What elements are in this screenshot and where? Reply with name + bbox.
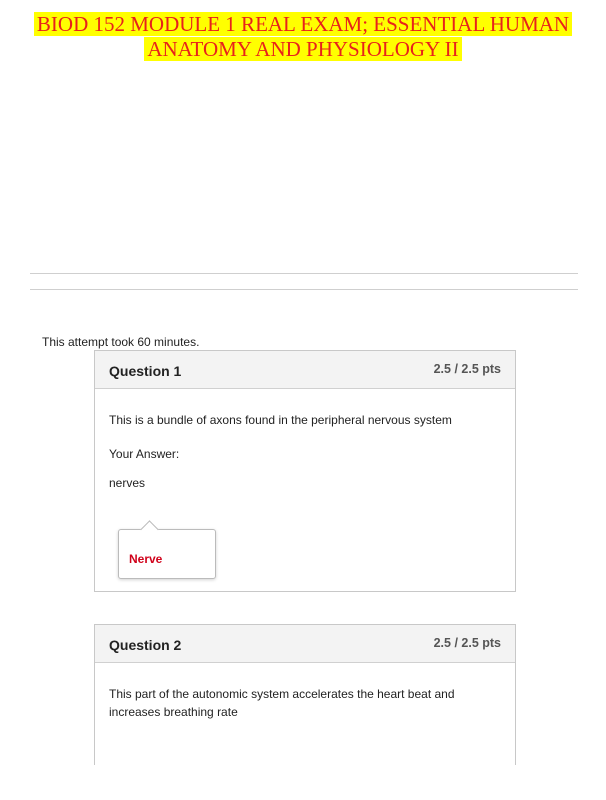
question-1-points: 2.5 / 2.5 pts	[433, 362, 501, 376]
title-line-1: BIOD 152 MODULE 1 REAL EXAM; ESSENTIAL HUMAN	[34, 12, 572, 36]
document-title	[0, 12, 606, 62]
question-1-card	[94, 350, 516, 592]
question-1-text: This is a bundle of axons found in the peripheral nervous system	[109, 413, 452, 427]
correct-answer-bubble	[118, 529, 216, 579]
question-2-points: 2.5 / 2.5 pts	[433, 636, 501, 650]
title-line-2: ANATOMY AND PHYSIOLOGY II	[144, 37, 461, 61]
question-1-answer: nerves	[109, 476, 146, 490]
divider	[30, 289, 578, 290]
question-2-title: Question 2	[109, 637, 182, 653]
correct-answer-text: Nerve	[129, 552, 163, 566]
question-1-header	[95, 351, 515, 389]
attempt-duration: This attempt took 60 minutes.	[42, 335, 200, 349]
question-1-title: Question 1	[109, 363, 182, 379]
question-2-text: This part of the autonomic system accelerates the heart beat and increases breathing rate	[109, 687, 455, 719]
question-2-header	[95, 625, 515, 663]
question-1-answer-label: Your Answer:	[109, 447, 180, 461]
divider	[30, 273, 578, 274]
question-2-card	[94, 624, 516, 765]
